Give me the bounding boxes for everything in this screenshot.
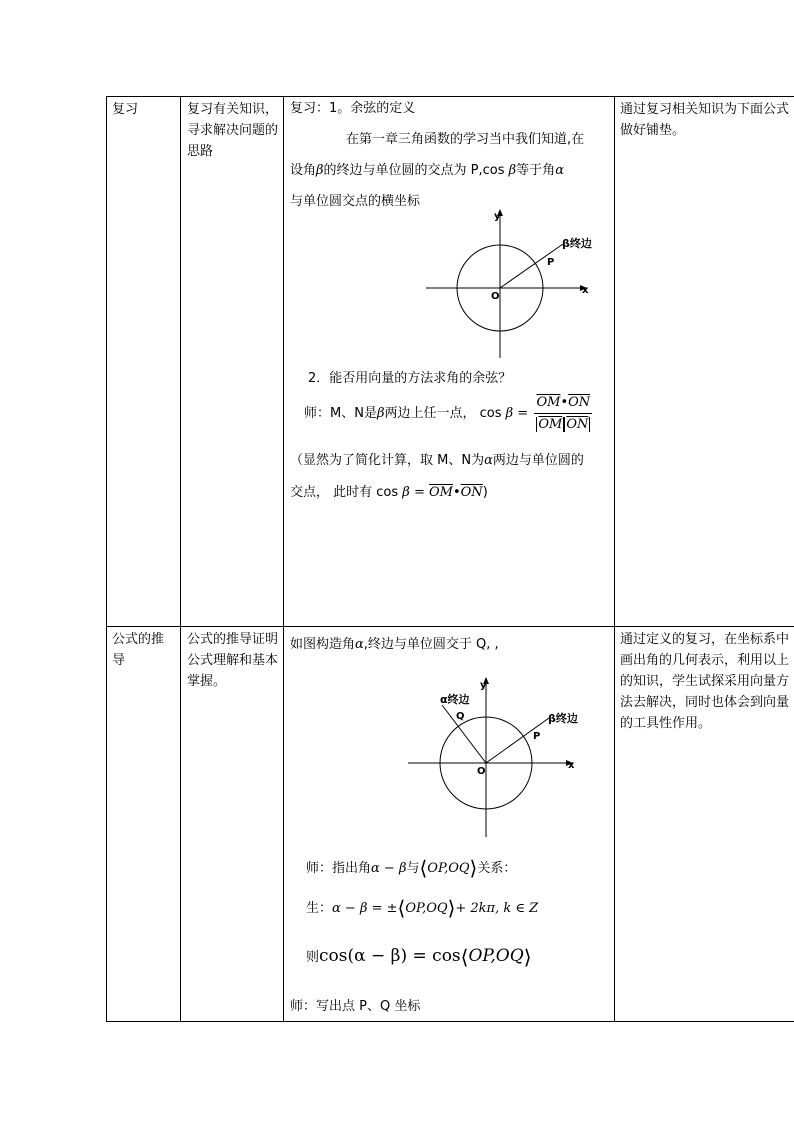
- row2-content: [290, 626, 612, 1021]
- note-line-1: （显然为了简化计算，取 M、N为α两边与单位圆的: [290, 453, 584, 468]
- label-x: x: [568, 760, 575, 771]
- cosine-conclusion-line: 则cos(α − β) = cos⟨OP,OQ⟩: [306, 945, 532, 969]
- teacher-formula-line: 师：M、N是β两边上任一点， cos β = $\frac{\overline{OM}•\overline{ON}}{\overline{OM} \overline{ON}}$: [304, 392, 594, 435]
- row2-section: [112, 629, 176, 671]
- review-definition-end: 与单位圆交点的横坐标: [290, 194, 421, 209]
- row1-purpose: [620, 99, 794, 141]
- label-o: O: [477, 766, 486, 777]
- col-divider-1: [180, 96, 181, 1022]
- purpose-text: 通过复习相关知识为下面公式做好铺垫。: [620, 102, 790, 138]
- review-definition: 设角β的终边与单位圆的交点为 P,cos β等于角α: [290, 163, 564, 178]
- cosine-fraction: $\frac{\overline{OM}•\overline{ON}}{\overline{OM} \overline{ON}}$: [534, 392, 592, 435]
- row1-content: [290, 96, 612, 500]
- question-2: 2．能否用向量的方法求角的余弦？: [308, 371, 512, 386]
- teacher-angle-line: 师：指出角α − β与⟨OP,OQ⟩关系：: [306, 856, 517, 880]
- label-beta-ray: β终边: [548, 712, 578, 725]
- label-beta-ray: β终边: [562, 237, 592, 250]
- label-p: P: [547, 257, 555, 268]
- purpose-text: 通过定义的复习，在坐标系中画出角的几何表示，利用以上的知识，学生试探采用向量方法去解决，同时也体会到向量的工具性作用。: [620, 632, 790, 731]
- row1-section: [112, 99, 176, 120]
- row1-goal: [187, 99, 279, 162]
- student-answer-line: 生：α − β = ±⟨OP,OQ⟩+ 2kπ, k ∈ Z: [306, 896, 539, 920]
- label-alpha-ray: α终边: [440, 693, 470, 706]
- label-y: y: [480, 680, 487, 691]
- col-divider-3: [614, 96, 615, 1022]
- col-divider-0: [106, 96, 107, 1022]
- table-border-bottom: [106, 1021, 794, 1022]
- row2-goal: [187, 629, 279, 692]
- goal-text-1: 公式的推导证明: [187, 632, 279, 647]
- label-q: Q: [456, 711, 465, 722]
- unit-circle-figure-1: [290, 206, 612, 366]
- lesson-table: [106, 96, 794, 1022]
- goal-text-2: 公式理解和基本掌握。: [187, 653, 279, 689]
- review-intro: 在第一章三角函数的学习当中我们知道,在: [346, 132, 585, 147]
- write-coordinates-line: 师：写出点 P、Q 坐标: [290, 999, 421, 1014]
- label-o: O: [491, 291, 500, 302]
- unit-circle-figure-2: [290, 672, 612, 842]
- row2-purpose: [620, 629, 794, 734]
- label-p: P: [533, 731, 541, 742]
- label-y: y: [494, 211, 501, 222]
- goal-text: 复习有关知识，寻求解决问题的思路: [187, 102, 279, 159]
- section-label: 公式的推导: [112, 632, 165, 668]
- label-x: x: [582, 285, 589, 296]
- note-line-2: 交点， 此时有 $\cos \beta = \overline{OM}•\overline{ON}$): [290, 485, 488, 500]
- section-label: 复习: [112, 102, 139, 117]
- construct-line: 如图构造角α,终边与单位圆交于 Q, ,: [290, 637, 499, 652]
- review-heading: 复习：1。余弦的定义: [290, 101, 416, 116]
- col-divider-2: [283, 96, 284, 1022]
